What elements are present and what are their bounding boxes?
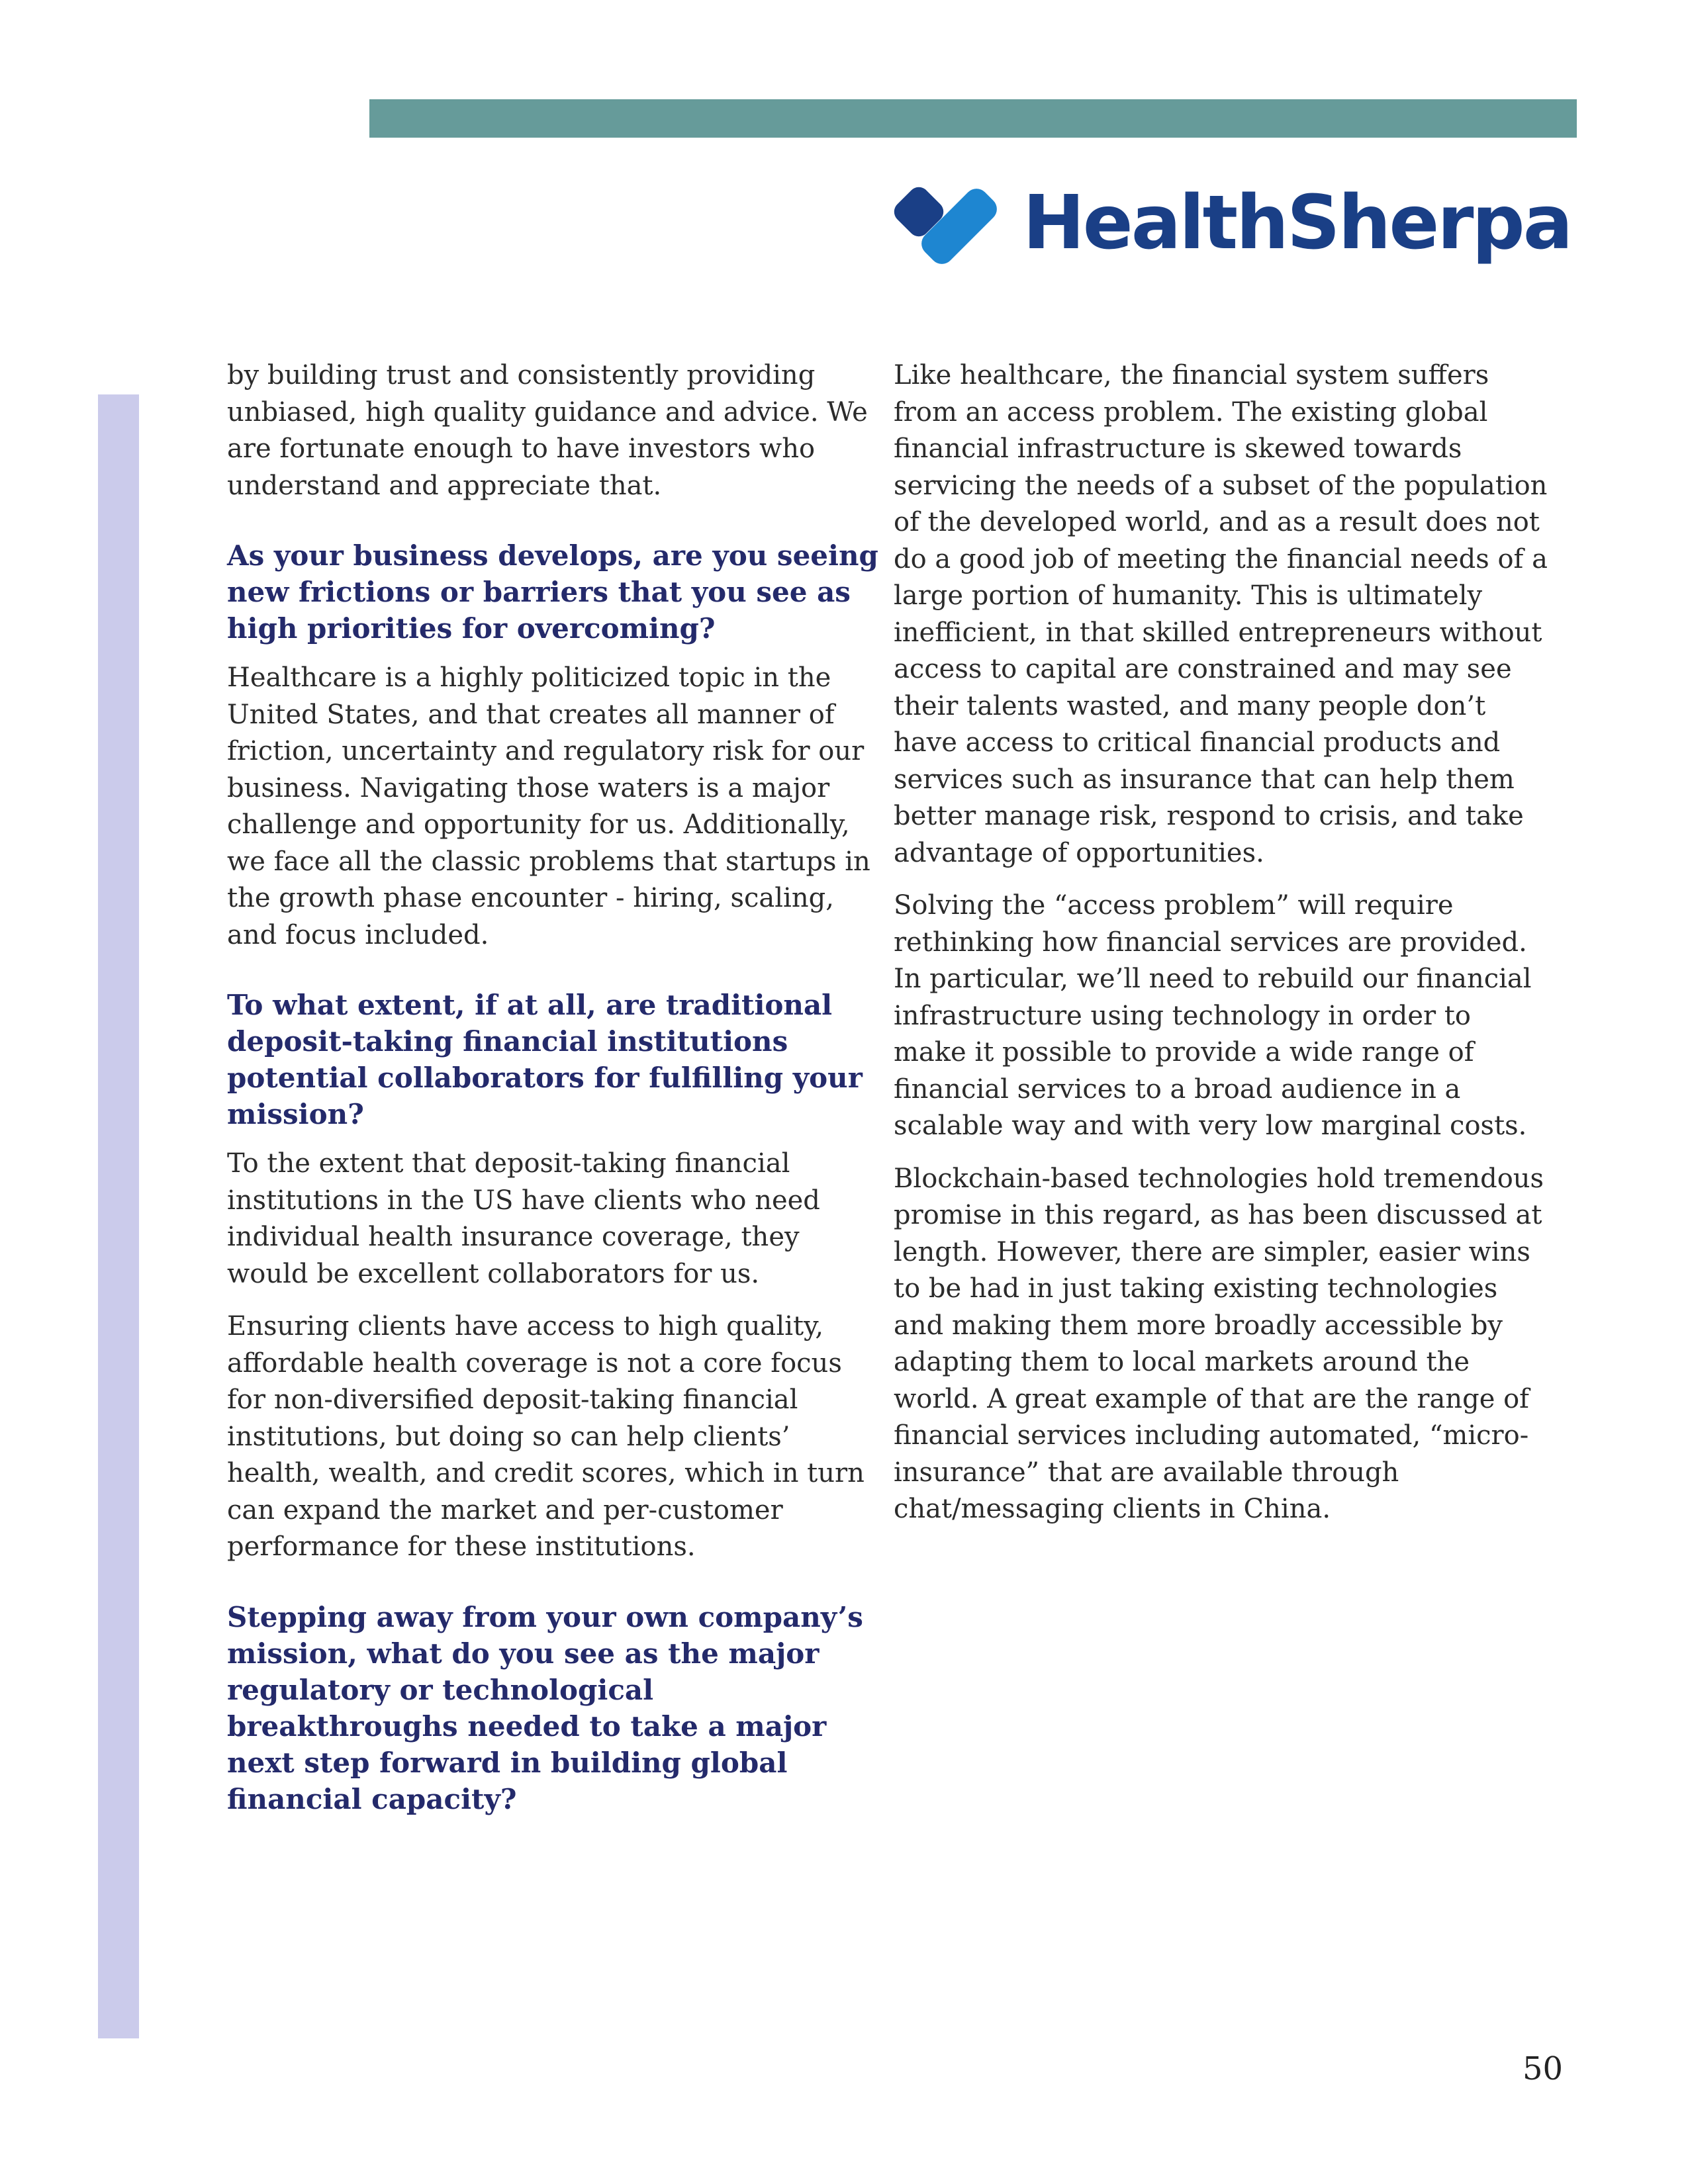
left-column [227, 357, 882, 1831]
paragraph: Solving the “access problem” will require rethinking how financial services are provided. In particular, we’ll need to rebuild our financial infrastructure using technology in order to make it possible to provide a wide range of financial services to a broad audience in a scalable way and with very low marginal costs. [894, 890, 1532, 1141]
page-number: 50 [1523, 2050, 1564, 2087]
paragraph: To the extent that deposit-taking financial institutions in the US have clients who need individual health insurance coverage, they would be excellent collaborators for us. [227, 1148, 820, 1289]
paragraph: Blockchain-based technologies hold tremendous promise in this regard, as has been discussed at length. However, there are simpler, easier wins to be had in just taking existing technologies and making them more broadly accessible by adapting them to local markets around the world. A great example of that are the range of financial services including automated, “micro-insurance” that are available through chat/messaging clients in China. [894, 1163, 1544, 1524]
question-heading: Stepping away from your own company’s mission, what do you see as the major regulatory or technological breakthroughs needed to take a major next step forward in building global financial capacity? [227, 1600, 863, 1815]
paragraph: Like healthcare, the financial system suffers from an access problem. The existing global financial infrastructure is skewed towards servicing the needs of a subset of the population of the developed world, and as a result does not do a good job of meeting the financial needs of a large portion of humanity. This is ultimately inefficient, in that skilled entrepreneurs without access to capital are constrained and may see their talents wasted, and many people don’t have access to critical financial products and services such as insurance that can help them better manage risk, respond to crisis, and take advantage of opportunities. [894, 360, 1548, 868]
top-accent-bar [369, 99, 1577, 138]
question-heading: As your business develops, are you seeing new frictions or barriers that you see as high priorities for overcoming? [227, 539, 878, 645]
side-accent-bar [98, 394, 139, 2038]
paragraph: Healthcare is a highly politicized topic in the United States, and that creates all manner of friction, uncertainty and regulatory risk for our business. Navigating those waters is a major challenge and opportunity for us. Additionally, we face all the classic problems that startups in the growth phase encounter - hiring, scaling, and focus included. [227, 662, 870, 950]
paragraph: by building trust and consistently providing unbiased, high quality guidance and advice. We are fortunate enough to have investors who understand and appreciate that. [227, 360, 868, 501]
right-column [894, 357, 1549, 1544]
healthsherpa-logo [890, 173, 1571, 273]
paragraph: Ensuring clients have access to high quality, affordable health coverage is not a core focus for non-diversified deposit-taking financial institutions, but doing so can help clients’ health, wealth, and credit scores, which in turn can expand the market and per-customer performance for these institutions. [227, 1311, 865, 1562]
logo-wordmark: HealthSherpa [1023, 180, 1571, 266]
healthsherpa-logo-icon [890, 177, 1016, 269]
question-heading: To what extent, if at all, are traditional deposit-taking financial institutions potential collaborators for fulfilling your mission? [227, 989, 863, 1130]
